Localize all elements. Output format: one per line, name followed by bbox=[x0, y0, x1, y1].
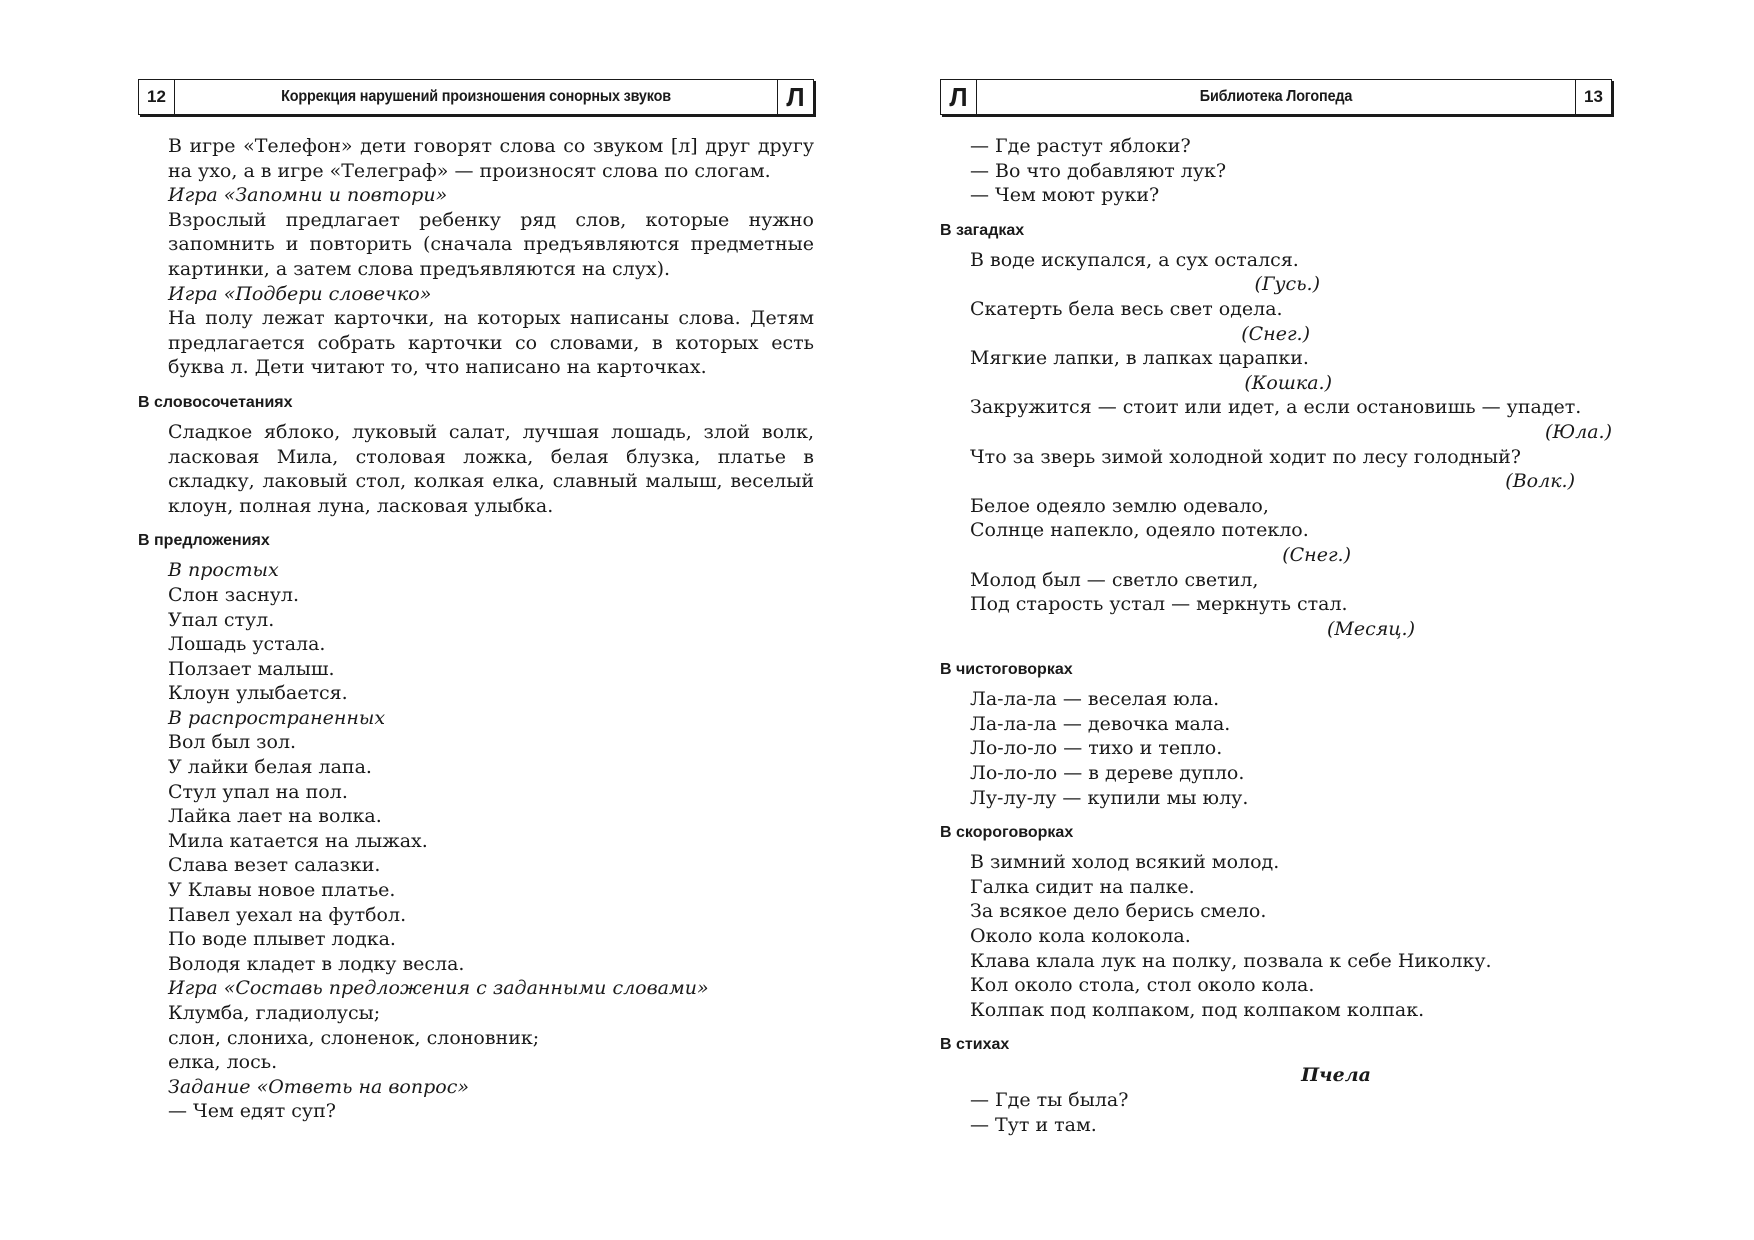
list-item: За всякое дело берись смело. bbox=[970, 900, 1267, 923]
list-item: Клумба, гладиолусы; bbox=[168, 1002, 381, 1024]
right-content bbox=[940, 134, 1612, 1138]
list-item: Кол около стола, стол около кола. bbox=[970, 974, 1315, 997]
list-item: Клава клала лук на полку, позвала к себе Николку. bbox=[970, 949, 1492, 972]
game-text: Взрослый предлагает ребенку ряд слов, которые нужно запомнить и повторить (сначала предъявляются предметные картинки, а затем слова предъявляются на слух). bbox=[168, 208, 814, 280]
subsection-title: В простых bbox=[168, 559, 279, 582]
riddle-line: Молод был — светло светил, bbox=[970, 568, 1259, 591]
list-item: Галка сидит на палке. bbox=[970, 875, 1195, 898]
list-item: У лайки белая лапа. bbox=[168, 756, 372, 779]
list-item: Ло-ло-ло — тихо и тепло. bbox=[970, 737, 1223, 760]
riddles-block bbox=[940, 395, 1612, 444]
header-title: Коррекция нарушений произношения сонорных звуков bbox=[281, 88, 671, 105]
list-item: Упал стул. bbox=[168, 608, 275, 631]
riddle-line: Закружится — стоит или идет, а если остановишь — упадет. bbox=[970, 396, 1582, 419]
riddle-line: Солнце напекло, одеяло потекло. bbox=[970, 519, 1309, 542]
riddle-answer: (Снег.) bbox=[1241, 322, 1310, 345]
list-item: слон, слониха, слоненок, слоновник; bbox=[168, 1026, 540, 1049]
list-item: Колпак под колпаком, под колпаком колпак. bbox=[970, 998, 1425, 1021]
section-heading: В скороговорках bbox=[940, 824, 1074, 842]
riddle-answer: (Снег.) bbox=[1282, 543, 1351, 566]
riddle-line: Белое одеяло землю одевало, bbox=[970, 494, 1269, 517]
riddle-line: Под старость устал — меркнуть стал. bbox=[970, 593, 1348, 616]
page-header bbox=[940, 79, 1612, 115]
riddle-answer: (Гусь.) bbox=[1254, 273, 1320, 296]
list-item: Слон заснул. bbox=[168, 583, 300, 606]
game-title: Игра «Подбери словечко» bbox=[168, 282, 432, 305]
list-item: Около кола колокола. bbox=[970, 925, 1191, 948]
sound-letter: Л bbox=[777, 80, 813, 114]
list-item: В зимний холод всякий молод. bbox=[970, 851, 1280, 874]
list-item: Клоун улыбается. bbox=[168, 682, 348, 705]
list-item: Володя кладет в лодку весла. bbox=[168, 952, 465, 975]
task-title: Задание «Ответь на вопрос» bbox=[168, 1075, 469, 1098]
list-item: У Клавы новое платье. bbox=[168, 879, 396, 902]
poem-line: — Тут и там. bbox=[970, 1114, 1097, 1136]
page-number: 12 bbox=[139, 80, 175, 114]
riddle-line: В воде искупался, а сух остался. bbox=[970, 248, 1299, 271]
riddle-answer: (Волк.) bbox=[1505, 470, 1575, 493]
riddle-answer: (Кошка.) bbox=[1244, 371, 1332, 394]
list-item: елка, лось. bbox=[168, 1051, 278, 1074]
riddles-block bbox=[940, 445, 1575, 642]
page-header bbox=[138, 79, 814, 115]
game-text: На полу лежат карточки, на которых написаны слова. Детям предлагается собрать карточки со словами, в которых есть буква л. Дети читают то, что написано на карточках. bbox=[168, 307, 814, 379]
list-item: Лайка лает на волка. bbox=[168, 805, 382, 828]
riddle-line: Что за зверь зимой холодной ходит по лесу голодный? bbox=[970, 445, 1521, 468]
header-title: Библиотека Логопеда bbox=[1199, 88, 1353, 105]
list-item: Ла-ла-ла — веселая юла. bbox=[970, 688, 1220, 711]
section-heading: В стихах bbox=[940, 1036, 1010, 1054]
question-line: — Чем моют руки? bbox=[970, 184, 1160, 207]
list-item: Слава везет салазки. bbox=[168, 854, 381, 877]
question-line: — Во что добавляют лук? bbox=[970, 159, 1227, 182]
section-heading: В словосочетаниях bbox=[138, 393, 293, 411]
riddle-answer: (Месяц.) bbox=[1326, 617, 1415, 640]
page-number: 13 bbox=[1575, 80, 1611, 114]
question-line: — Где растут яблоки? bbox=[970, 135, 1191, 157]
list-item: Мила катается на лыжах. bbox=[168, 829, 428, 852]
section-heading: В чистоговорках bbox=[940, 661, 1073, 679]
section-heading: В предложениях bbox=[138, 532, 270, 550]
riddle-line: Мягкие лапки, в лапках царапки. bbox=[970, 347, 1309, 370]
list-item: Ла-ла-ла — девочка мала. bbox=[970, 712, 1231, 735]
list-item: Стул упал на пол. bbox=[168, 780, 348, 803]
list-item: Лу-лу-лу — купили мы юлу. bbox=[970, 786, 1249, 809]
list-item: Павел уехал на футбол. bbox=[168, 903, 407, 926]
riddles-block bbox=[940, 248, 1550, 396]
list-item: Ло-ло-ло — в дереве дупло. bbox=[970, 762, 1245, 785]
list-item: Ползает малыш. bbox=[168, 657, 335, 680]
intro-paragraph: В игре «Телефон» дети говорят слова со звуком [л] друг другу на ухо, а в игре «Телеграф» — произносят слова по слогам. bbox=[168, 135, 814, 182]
list-item: По воде плывет лодка. bbox=[168, 928, 396, 951]
subsection-title: В распространенных bbox=[168, 706, 386, 729]
phrases-paragraph: Сладкое яблоко, луковый салат, лучшая лошадь, злой волк, ласковая Мила, столовая ложка, белая блузка, платье в складку, лаковый стол, колкая елка, славный малыш, веселый клоун, полная луна, ласковая улыбка. bbox=[168, 420, 814, 517]
game-title: Игра «Составь предложения с заданными словами» bbox=[168, 977, 709, 1000]
left-content bbox=[138, 134, 814, 1124]
list-item: Лошадь устала. bbox=[168, 633, 326, 656]
sound-letter: Л bbox=[941, 80, 977, 114]
list-item: Вол был зол. bbox=[168, 731, 297, 754]
poem-title: Пчела bbox=[1301, 1064, 1371, 1087]
section-heading: В загадках bbox=[940, 221, 1025, 239]
question-line: — Чем едят суп? bbox=[168, 1100, 336, 1123]
riddle-answer: (Юла.) bbox=[1545, 420, 1612, 443]
riddle-line: Скатерть бела весь свет одела. bbox=[970, 297, 1283, 320]
poem-line: — Где ты была? bbox=[970, 1089, 1129, 1112]
game-title: Игра «Запомни и повтори» bbox=[168, 184, 448, 207]
